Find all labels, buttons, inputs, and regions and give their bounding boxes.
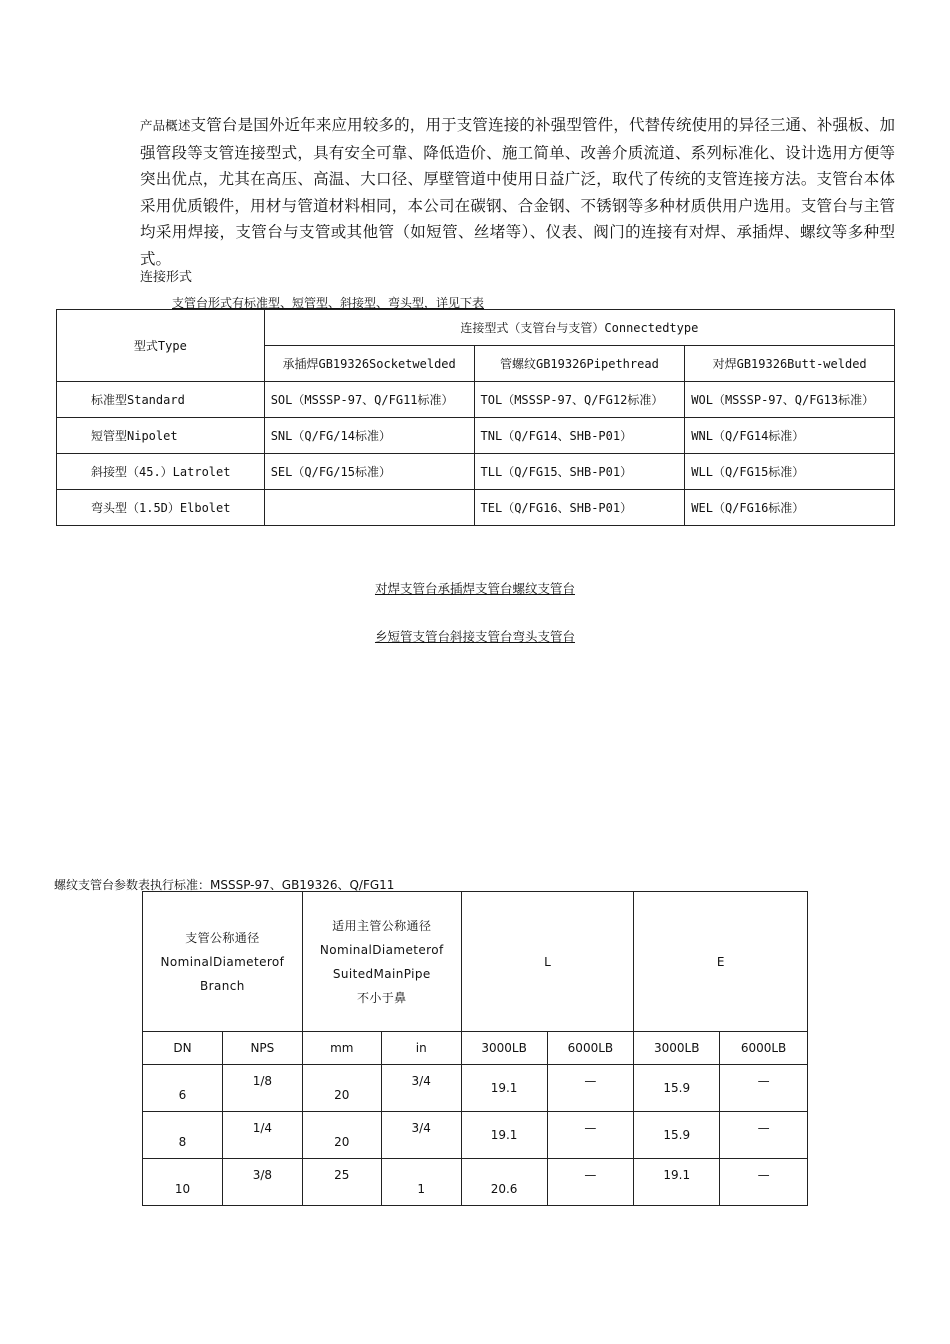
connection-heading: 连接形式	[140, 270, 193, 285]
cell-pipethread: TLL（Q/FG15、SHB-P01）	[474, 454, 685, 490]
cell-in: 1	[381, 1159, 461, 1206]
threaded-olet-parameter-table	[142, 891, 808, 1206]
cell-pipethread: TNL（Q/FG14、SHB-P01）	[474, 418, 685, 454]
cell-l-3000lb: 19.1	[461, 1112, 547, 1159]
intro-paragraph	[140, 112, 895, 272]
cell-e-3000lb: 19.1	[634, 1159, 720, 1206]
in-header: in	[381, 1032, 461, 1065]
main-pipe-header	[302, 892, 461, 1032]
cell-e-6000lb: —	[720, 1112, 808, 1159]
table-row	[57, 454, 895, 490]
branch-header	[143, 892, 303, 1032]
cell-nps: 1/8	[222, 1065, 302, 1112]
image-links-text-1[interactable]: 对焊支管台承插焊支管台螺纹支管台	[374, 581, 575, 596]
intro-lead: 产品概述	[140, 118, 191, 133]
main-pipe-header-line-4: 不小于鼻	[356, 990, 407, 1005]
main-pipe-header-line-3: SuitedMainPipe	[332, 966, 431, 981]
mm-header: mm	[302, 1032, 381, 1065]
table-row	[57, 382, 895, 418]
cell-pipethread: TEL（Q/FG16、SHB-P01）	[474, 490, 685, 526]
cell-nps: 1/4	[222, 1112, 302, 1159]
buttwelded-header: 对焊GB19326Butt-welded	[685, 346, 895, 382]
table-row	[143, 1065, 808, 1112]
row-type: 短管型Nipolet	[57, 418, 265, 454]
cell-dn: 10	[143, 1159, 223, 1206]
cell-mm: 20	[302, 1065, 381, 1112]
cell-l-3000lb: 19.1	[461, 1065, 547, 1112]
cell-socketwelded	[264, 490, 474, 526]
cell-socketwelded: SOL（MSSSP-97、Q/FG11标准）	[264, 382, 474, 418]
e-3000lb-header: 3000LB	[634, 1032, 720, 1065]
cell-buttwelded: WOL（MSSSP-97、Q/FG13标准）	[685, 382, 895, 418]
branch-header-line-1: 支管公称通径	[185, 930, 260, 945]
cell-nps: 3/8	[222, 1159, 302, 1206]
table2-caption: 螺纹支管台参数表执行标准：MSSSP-97、GB19326、Q/FG11	[54, 878, 395, 892]
nps-header: NPS	[222, 1032, 302, 1065]
cell-l-6000lb: —	[547, 1112, 634, 1159]
l-header: L	[461, 892, 634, 1032]
table-row	[57, 490, 895, 526]
e-6000lb-header: 6000LB	[720, 1032, 808, 1065]
image-links-text-2[interactable]: 乡短管支管台斜接支管台弯头支管台	[374, 629, 575, 644]
main-pipe-header-line-2: NominalDiameterof	[319, 942, 444, 957]
pipethread-header: 管螺纹GB19326Pipethread	[474, 346, 685, 382]
type-header: 型式Type	[57, 310, 265, 382]
main-pipe-header-line-1: 适用主管公称通径	[332, 918, 432, 933]
branch-header-line-3: Branch	[200, 978, 245, 993]
cell-l-3000lb: 20.6	[461, 1159, 547, 1206]
cell-buttwelded: WNL（Q/FG14标准）	[685, 418, 895, 454]
l-6000lb-header: 6000LB	[547, 1032, 634, 1065]
cell-e-3000lb: 15.9	[634, 1065, 720, 1112]
cell-pipethread: TOL（MSSSP-97、Q/FG12标准）	[474, 382, 685, 418]
cell-dn: 8	[143, 1112, 223, 1159]
connection-type-table	[56, 309, 895, 526]
table-row	[143, 1159, 808, 1206]
cell-socketwelded: SEL（Q/FG/15标准）	[264, 454, 474, 490]
cell-l-6000lb: —	[547, 1065, 634, 1112]
row-type: 标准型Standard	[57, 382, 265, 418]
image-links-line-1[interactable]	[0, 579, 950, 597]
socketwelded-header: 承插焊GB19326Socketwelded	[264, 346, 474, 382]
table-row	[57, 418, 895, 454]
cell-e-6000lb: —	[720, 1065, 808, 1112]
image-links-line-2[interactable]	[0, 627, 950, 645]
intro-body: 支管台是国外近年来应用较多的，用于支管连接的补强型管件，代替传统使用的异径三通、补强板、加强管段等支管连接型式，具有安全可靠、降低造价、施工简单、改善介质流道、系列标准化、设计选用方便等突出优点，尤其在高压、高温、大口径、厚壁管道中使用日益广泛，取代了传统的支管连接方法。支管台本体采用优质锻件，用材与管道材料相同，本公司在碳钢、合金钢、不锈钢等多种材质供用户选用。支管台与主管均采用焊接，支管台与支管或其他管（如短管、丝堵等）、仪表、阀门的连接有对焊、承插焊、螺纹等多种型式。	[140, 116, 895, 268]
e-header: E	[634, 892, 808, 1032]
row-type: 斜接型（45.）Latrolet	[57, 454, 265, 490]
table1-caption: 支管台形式有标准型、短管型、斜接型、弯头型，详见下表	[172, 296, 485, 310]
sub-header-row	[143, 1032, 808, 1065]
cell-mm: 20	[302, 1112, 381, 1159]
cell-in: 3/4	[381, 1065, 461, 1112]
dn-header: DN	[143, 1032, 223, 1065]
cell-e-6000lb: —	[720, 1159, 808, 1206]
branch-header-line-2: NominalDiameterof	[160, 954, 285, 969]
cell-in: 3/4	[381, 1112, 461, 1159]
cell-dn: 6	[143, 1065, 223, 1112]
l-3000lb-header: 3000LB	[461, 1032, 547, 1065]
cell-e-3000lb: 15.9	[634, 1112, 720, 1159]
cell-buttwelded: WLL（Q/FG15标准）	[685, 454, 895, 490]
cell-mm: 25	[302, 1159, 381, 1206]
connected-type-header: 连接型式（支管台与支管）Connectedtype	[264, 310, 894, 346]
table-row	[143, 1112, 808, 1159]
cell-socketwelded: SNL（Q/FG/14标准）	[264, 418, 474, 454]
cell-buttwelded: WEL（Q/FG16标准）	[685, 490, 895, 526]
cell-l-6000lb: —	[547, 1159, 634, 1206]
row-type: 弯头型（1.5D）Elbolet	[57, 490, 265, 526]
